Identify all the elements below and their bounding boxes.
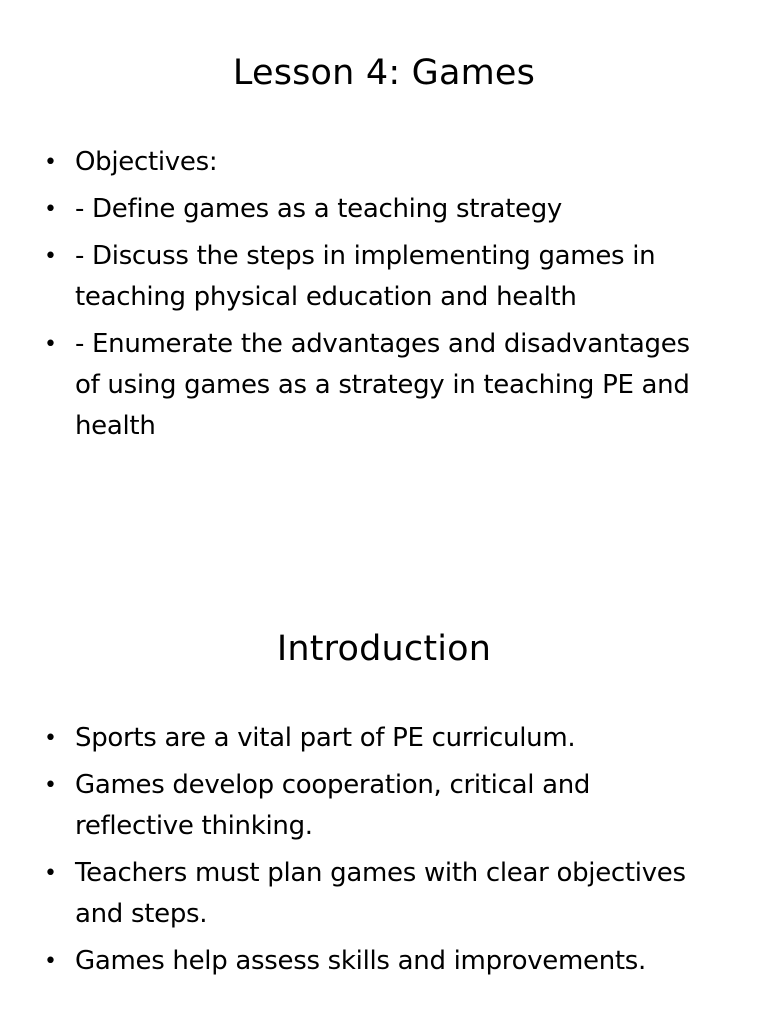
bullet-point-icon: • <box>44 773 57 798</box>
bullet-item <box>0 189 700 230</box>
bullet-text: Games develop cooperation, critical and reflective thinking. <box>75 770 591 841</box>
bullet-item <box>0 853 700 935</box>
bullet-point-icon: • <box>44 150 57 175</box>
bullet-point-icon: • <box>44 949 57 974</box>
objectives-bullet-list <box>0 142 700 453</box>
bullet-point-icon: • <box>44 861 57 886</box>
bullet-text: - Enumerate the advantages and disadvantages of using games as a strategy in teaching PE and health <box>75 329 690 441</box>
bullet-point-icon: • <box>44 197 57 222</box>
bullet-item <box>0 142 700 183</box>
bullet-text: Objectives: <box>75 147 218 177</box>
slide-title: Introduction <box>276 629 492 669</box>
introduction-bullet-list <box>0 718 700 988</box>
slide-introduction <box>0 576 768 1024</box>
bullet-item <box>0 941 700 982</box>
bullet-text: Teachers must plan games with clear objectives and steps. <box>75 858 686 929</box>
bullet-point-icon: • <box>44 244 57 269</box>
bullet-item <box>0 718 700 759</box>
bullet-point-icon: • <box>44 332 57 357</box>
bullet-text: Sports are a vital part of PE curriculum. <box>75 723 576 753</box>
bullet-item <box>0 236 700 318</box>
bullet-text: - Discuss the steps in implementing games in teaching physical education and health <box>75 241 656 312</box>
bullet-point-icon: • <box>44 726 57 751</box>
bullet-item <box>0 324 700 447</box>
bullet-text: Games help assess skills and improvements. <box>75 946 646 976</box>
bullet-text: - Define games as a teaching strategy <box>75 194 563 224</box>
bullet-item <box>0 765 700 847</box>
slide-title: Lesson 4: Games <box>232 53 536 93</box>
